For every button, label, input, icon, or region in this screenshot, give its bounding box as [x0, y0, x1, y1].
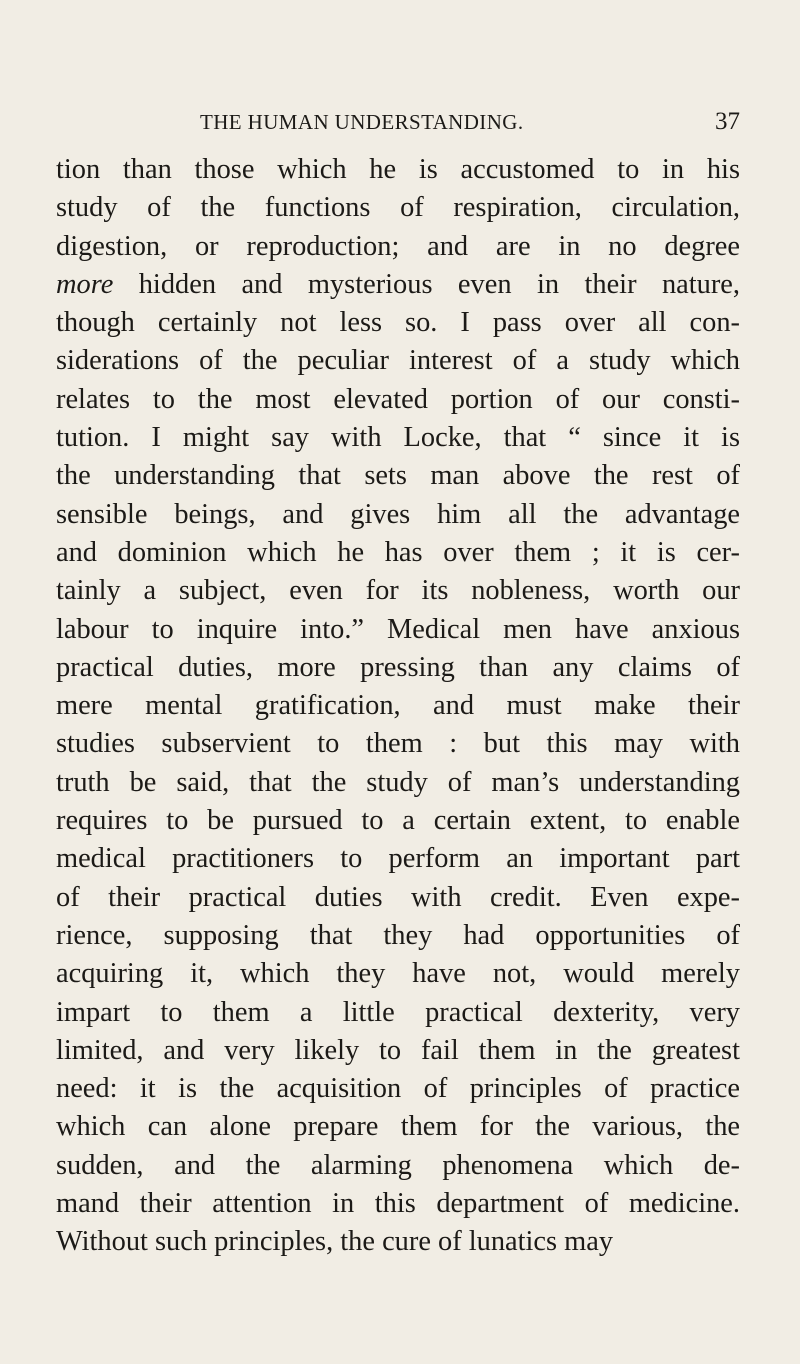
text-line: studies subservient to them : but this may with	[56, 728, 740, 760]
text-line: sensible beings, and gives him all the advantage	[56, 498, 740, 530]
text-line: siderations of the peculiar interest of a study which	[56, 345, 740, 377]
page-number: 37	[715, 108, 740, 135]
text-line: tainly a subject, even for its nobleness, worth our	[56, 575, 740, 607]
text-line: impart to them a little practical dexterity, very	[56, 996, 740, 1028]
italic-emphasis: more	[56, 268, 114, 300]
text-line: the understanding that sets man above the rest of	[56, 460, 740, 492]
text-line: limited, and very likely to fail them in the greatest	[56, 1034, 740, 1066]
text-line: requires to be pursued to a certain extent, to enable	[56, 805, 740, 837]
text-line: sudden, and the alarming phenomena which de-	[56, 1149, 740, 1181]
text-line: which can alone prepare them for the various, the	[56, 1111, 740, 1143]
running-title: THE HUMAN UNDERSTANDING.	[200, 110, 524, 134]
text-line: and dominion which he has over them ; it is cer-	[56, 536, 740, 568]
body-text	[56, 151, 740, 1262]
text-line: tion than those which he is accustomed to in his	[56, 154, 740, 185]
running-head	[200, 105, 740, 139]
text-line: mand their attention in this department of medicine.	[56, 1188, 740, 1220]
text-line: digestion, or reproduction; and are in no degree	[56, 230, 740, 262]
text-line: acquiring it, which they have not, would merely	[56, 958, 740, 990]
text-line	[56, 266, 740, 304]
text-line: Without such principles, the cure of lunatics may	[56, 1226, 614, 1258]
text-line: need: it is the acquisition of principles of practice	[56, 1073, 740, 1105]
text-line: though certainly not less so. I pass over all con-	[56, 307, 740, 339]
text-line-rest: hidden and mysterious even in their nature,	[113, 268, 740, 300]
text-line: tution. I might say with Locke, that “ since it is	[56, 422, 740, 454]
text-line: practical duties, more pressing than any claims of	[56, 651, 740, 683]
text-line: medical practitioners to perform an important part	[56, 843, 740, 875]
text-line: mere mental gratification, and must make their	[56, 690, 740, 722]
text-line: rience, supposing that they had opportunities of	[56, 919, 740, 951]
text-line: of their practical duties with credit. Even expe-	[56, 881, 740, 913]
text-line: study of the functions of respiration, circulation,	[56, 192, 740, 224]
text-line: truth be said, that the study of man’s understanding	[56, 766, 740, 798]
text-line: labour to inquire into.” Medical men have anxious	[56, 613, 740, 645]
text-line: relates to the most elevated portion of our consti-	[56, 383, 740, 415]
